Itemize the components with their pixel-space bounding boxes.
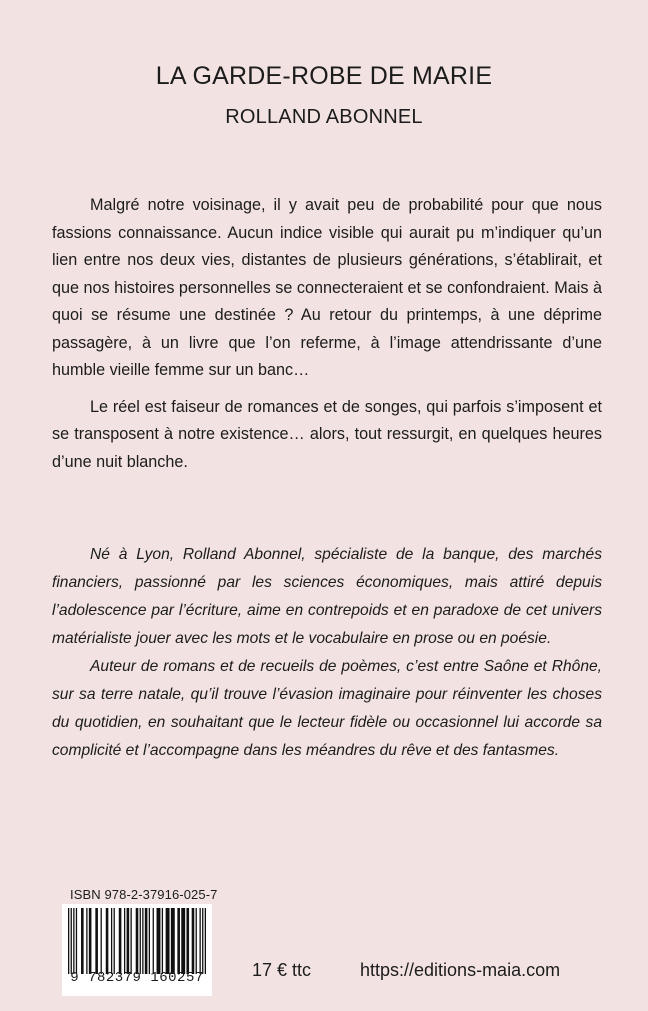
barcode-bar: [130, 908, 131, 974]
barcode-bar: [145, 908, 148, 974]
barcode-bar: [205, 908, 206, 974]
isbn-label: ISBN 978-2-37916-025-7: [70, 887, 218, 902]
barcode-bar: [124, 908, 125, 974]
barcode-bar: [111, 908, 112, 974]
barcode-bar: [73, 908, 74, 974]
barcode-bar: [196, 908, 197, 974]
barcode-bar: [136, 908, 139, 974]
price: 17 € ttc: [252, 960, 312, 980]
barcode-bar: [101, 908, 102, 974]
barcode-bar: [153, 908, 154, 974]
barcode-bar: [76, 908, 77, 974]
barcode-bar: [127, 908, 130, 974]
author-name: ROLLAND ABONNEL: [225, 106, 423, 128]
barcode-bar: [192, 908, 195, 974]
barcode-bar: [89, 908, 92, 974]
barcode-bar: [186, 908, 189, 974]
page-title: LA GARDE-ROBE DE MARIE: [155, 62, 493, 90]
bio-paragraph-1: Né à Lyon, Rolland Abonnel, spécialiste de la banque, des marchés financiers, passionné par les sciences économiques, mais attiré depuis l’adolescence par l’écriture, aime en contrepoids et en paradoxe de cet univers matérialiste jouer avec les mots et le vocabulaire en prose ou en poésie.: [52, 546, 602, 647]
barcode-bar: [171, 908, 175, 974]
barcode-bar: [157, 908, 161, 974]
barcode-bar: [166, 908, 170, 974]
barcode-digits: 9 782379 160257: [70, 970, 204, 986]
barcode-bar: [140, 908, 141, 974]
synopsis-paragraph-2: Le réel est faiseur de romances et de songes, qui parfois s’imposent et se transposent à notre existence… alors, tout ressurgit, en quelques heures d’une nuit blanche.: [52, 397, 602, 471]
barcode-bar: [86, 908, 87, 974]
barcode-bar: [202, 908, 203, 974]
barcode-bar: [181, 908, 185, 974]
barcode-bar: [162, 908, 163, 974]
barcode-bar: [106, 908, 109, 974]
synopsis-section: [52, 192, 602, 485]
barcode-bar: [81, 908, 84, 974]
barcode-bar: [142, 908, 143, 974]
barcode-bar: [177, 908, 180, 974]
bio-paragraph-2: Auteur de romans et de recueils de poèmes, c’est entre Saône et Rhône, sur sa terre natale, qu’il trouve l’évasion imaginaire pour réinventer les choses du quotidien, en souhaitant que le lecteur fidèle ou occasionnel lui accorde sa complicité et l’accompagne dans les méandres du rêve et des fantasmes.: [52, 658, 602, 759]
synopsis-paragraph-1: Malgré notre voisinage, il y avait peu de probabilité pour que nous fassions connaissance. Aucun indice visible qui aurait pu m’indiquer qu’un lien entre nos deux vies, distantes de plusieurs générations, s’établirait, et que nos histoires personnelles se connecteraient et se confondraient. Mais à quoi se résume une destinée ? Au retour du printemps, à une déprime passagère, à un livre que l’on referme, à l’image attendrissante d’une humble vieille femme sur un banc…: [52, 196, 602, 379]
barcode-bar: [119, 908, 122, 974]
barcode-bar: [71, 908, 72, 974]
barcode-bar: [149, 908, 150, 974]
barcode-bar: [114, 908, 115, 974]
barcode-bar: [199, 908, 200, 974]
barcode-bar: [95, 908, 98, 974]
author-bio-section: [52, 541, 602, 765]
barcode-bar: [68, 908, 69, 974]
publisher-website-link[interactable]: https://editions-maia.com: [360, 960, 561, 980]
